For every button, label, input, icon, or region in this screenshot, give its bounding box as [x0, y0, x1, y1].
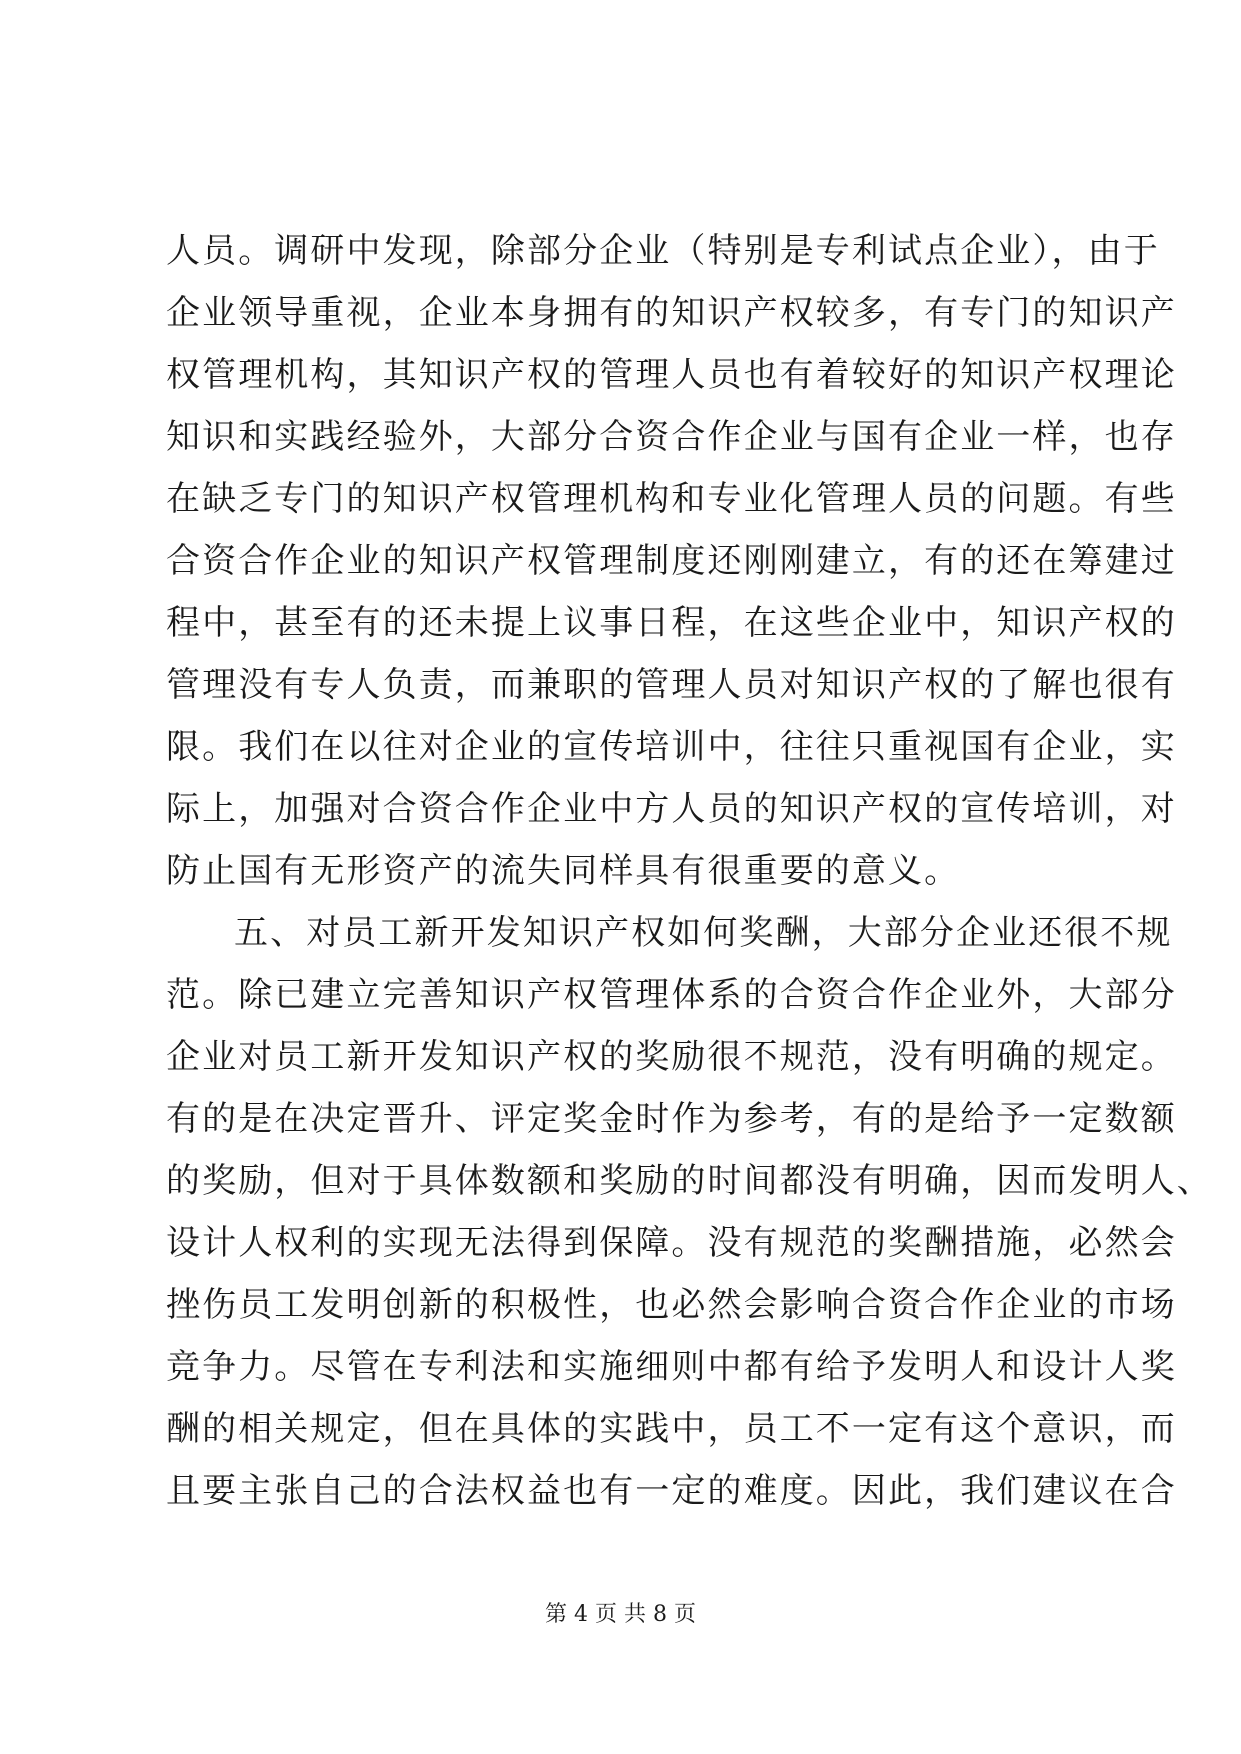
text-line: 有的是在决定晋升、评定奖金时作为参考，有的是给予一定数额	[166, 1099, 1177, 1139]
text-line: 的奖励，但对于具体数额和奖励的时间都没有明确，因而发明人、	[166, 1161, 1213, 1201]
text-line: 防止国有无形资产的流失同样具有很重要的意义。	[166, 851, 961, 891]
text-line: 酬的相关规定，但在具体的实践中，员工不一定有这个意识，而	[166, 1409, 1177, 1449]
text-line: 人员。调研中发现，除部分企业（特别是专利试点企业），由于	[166, 231, 1160, 271]
body-text	[166, 220, 1213, 1522]
page-number-footer: 第 4 页 共 8 页	[545, 1602, 696, 1627]
text-line: 限。我们在以往对企业的宣传培训中，往往只重视国有企业，实	[166, 727, 1177, 767]
paragraph-start-line: 五、对员工新开发知识产权如何奖酬，大部分企业还很不规	[234, 913, 1173, 953]
text-line: 设计人权利的实现无法得到保障。没有规范的奖酬措施，必然会	[166, 1223, 1177, 1263]
text-line: 且要主张自己的合法权益也有一定的难度。因此，我们建议在合	[166, 1471, 1177, 1511]
text-line: 程中，甚至有的还未提上议事日程，在这些企业中，知识产权的	[166, 603, 1177, 643]
text-line: 范。除已建立完善知识产权管理体系的合资合作企业外，大部分	[166, 975, 1177, 1015]
text-line: 企业领导重视，企业本身拥有的知识产权较多，有专门的知识产	[166, 293, 1177, 333]
text-line: 企业对员工新开发知识产权的奖励很不规范，没有明确的规定。	[166, 1037, 1177, 1077]
text-line: 挫伤员工发明创新的积极性，也必然会影响合资合作企业的市场	[166, 1285, 1177, 1325]
text-line: 权管理机构，其知识产权的管理人员也有着较好的知识产权理论	[166, 355, 1177, 395]
text-line: 管理没有专人负责，而兼职的管理人员对知识产权的了解也很有	[166, 665, 1177, 705]
text-line: 知识和实践经验外，大部分合资合作企业与国有企业一样，也存	[166, 417, 1177, 457]
text-line: 合资合作企业的知识产权管理制度还刚刚建立，有的还在筹建过	[166, 541, 1177, 581]
text-line: 竞争力。尽管在专利法和实施细则中都有给予发明人和设计人奖	[166, 1347, 1177, 1387]
text-line: 在缺乏专门的知识产权管理机构和专业化管理人员的问题。有些	[166, 479, 1177, 519]
text-line: 际上，加强对合资合作企业中方人员的知识产权的宣传培训，对	[166, 789, 1177, 829]
